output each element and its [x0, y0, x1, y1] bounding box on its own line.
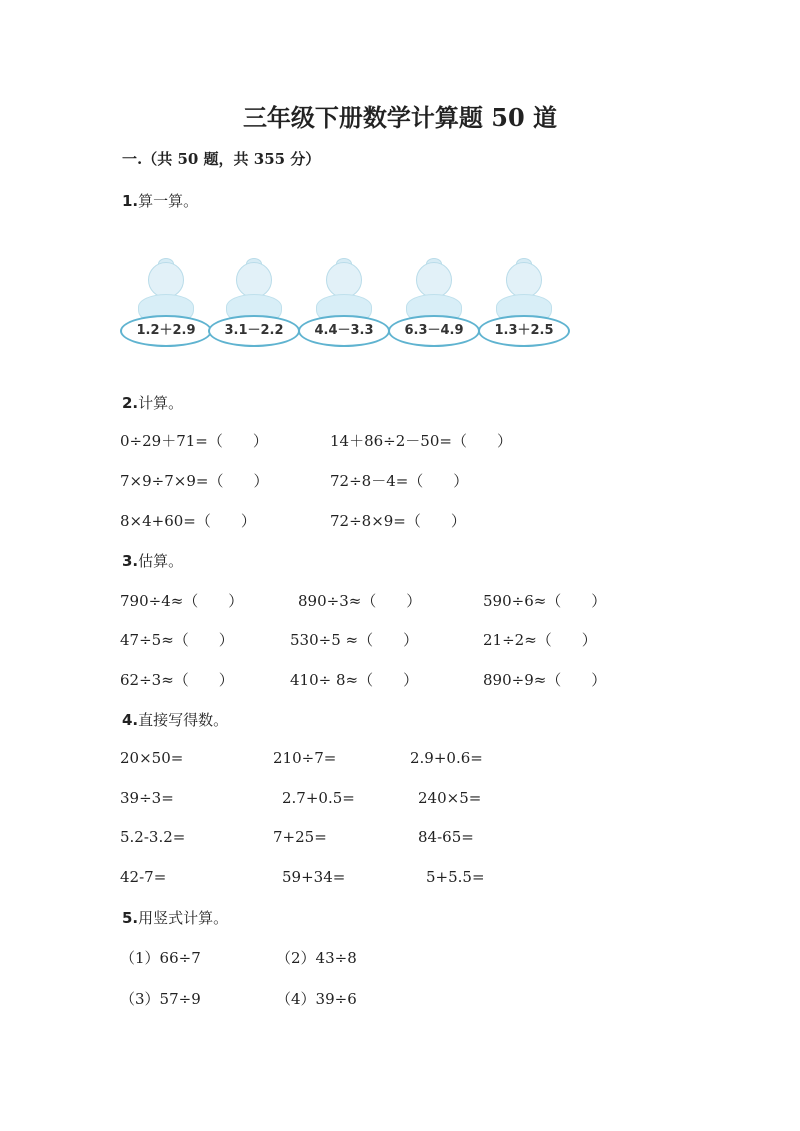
page-title: 三年级下册数学计算题 50 道	[242, 103, 558, 132]
problem-item: 7×9÷7×9=（ ）	[120, 472, 269, 490]
problem-item: （1）66÷7	[120, 949, 201, 967]
question-text: 直接写得数。	[138, 711, 229, 729]
problem-item: 42-7=	[120, 868, 167, 886]
problem-oval: 1.3＋2.5	[478, 315, 570, 347]
problem-item: 72÷8－4=（ ）	[330, 472, 469, 490]
problem-item: 8×4+60=（ ）	[120, 512, 256, 530]
question-4-header	[122, 709, 228, 730]
kid-head-icon	[326, 262, 362, 298]
problem-item: （3）57÷9	[120, 990, 201, 1008]
question-number: 2.	[122, 394, 139, 412]
problem-item: 59+34=	[282, 868, 346, 886]
problem-item: 5+5.5=	[426, 868, 485, 886]
question-1-header	[122, 190, 198, 211]
problem-item: 72÷8×9=（ ）	[330, 512, 466, 530]
problem-item: 7+25=	[273, 828, 327, 846]
question-text: 用竖式计算。	[138, 909, 229, 927]
kid-figure-4	[386, 258, 482, 354]
kid-figure-5	[476, 258, 572, 354]
kid-head-icon	[506, 262, 542, 298]
question-3-header	[122, 550, 183, 571]
kid-figure-3	[296, 258, 392, 354]
question-text: 算一算。	[138, 192, 199, 210]
question-2-header	[122, 392, 183, 413]
question-number: 4.	[122, 711, 139, 729]
problem-item: 47÷5≈（ ）	[120, 631, 234, 649]
section-header: 一.（共 50 题，共 355 分）	[122, 150, 321, 168]
kid-head-icon	[416, 262, 452, 298]
question-text: 计算。	[138, 394, 184, 412]
problem-item: 0÷29＋71=（ ）	[120, 432, 268, 450]
problem-item: 790÷4≈（ ）	[120, 592, 244, 610]
kid-figure-1	[118, 258, 214, 354]
question-number: 3.	[122, 552, 139, 570]
question-text: 估算。	[138, 552, 184, 570]
question-number: 1.	[122, 192, 139, 210]
problem-item: 39÷3=	[120, 789, 174, 807]
problem-item: 2.7+0.5=	[282, 789, 355, 807]
problem-item: 62÷3≈（ ）	[120, 671, 234, 689]
question-number: 5.	[122, 909, 139, 927]
problem-item: 5.2-3.2=	[120, 828, 186, 846]
problem-item: 240×5=	[418, 789, 482, 807]
problem-item: 590÷6≈（ ）	[483, 592, 607, 610]
problem-item: 530÷5 ≈（ ）	[290, 631, 419, 649]
kid-figure-2	[206, 258, 302, 354]
problem-item: 890÷9≈（ ）	[483, 671, 607, 689]
problem-item: （2）43÷8	[276, 949, 357, 967]
problem-oval: 4.4－3.3	[298, 315, 390, 347]
question-5-header	[122, 907, 228, 928]
problem-item: 20×50=	[120, 749, 184, 767]
problem-item: 210÷7=	[273, 749, 337, 767]
problem-item: 2.9+0.6=	[410, 749, 483, 767]
kid-head-icon	[236, 262, 272, 298]
kid-head-icon	[148, 262, 184, 298]
problem-item: 410÷ 8≈（ ）	[290, 671, 419, 689]
problem-item: 21÷2≈（ ）	[483, 631, 597, 649]
problem-item: （4）39÷6	[276, 990, 357, 1008]
problem-oval: 3.1－2.2	[208, 315, 300, 347]
problem-oval: 1.2＋2.9	[120, 315, 212, 347]
problem-oval: 6.3－4.9	[388, 315, 480, 347]
problem-item: 14＋86÷2－50=（ ）	[330, 432, 512, 450]
problem-item: 890÷3≈（ ）	[298, 592, 422, 610]
problem-item: 84-65=	[418, 828, 474, 846]
